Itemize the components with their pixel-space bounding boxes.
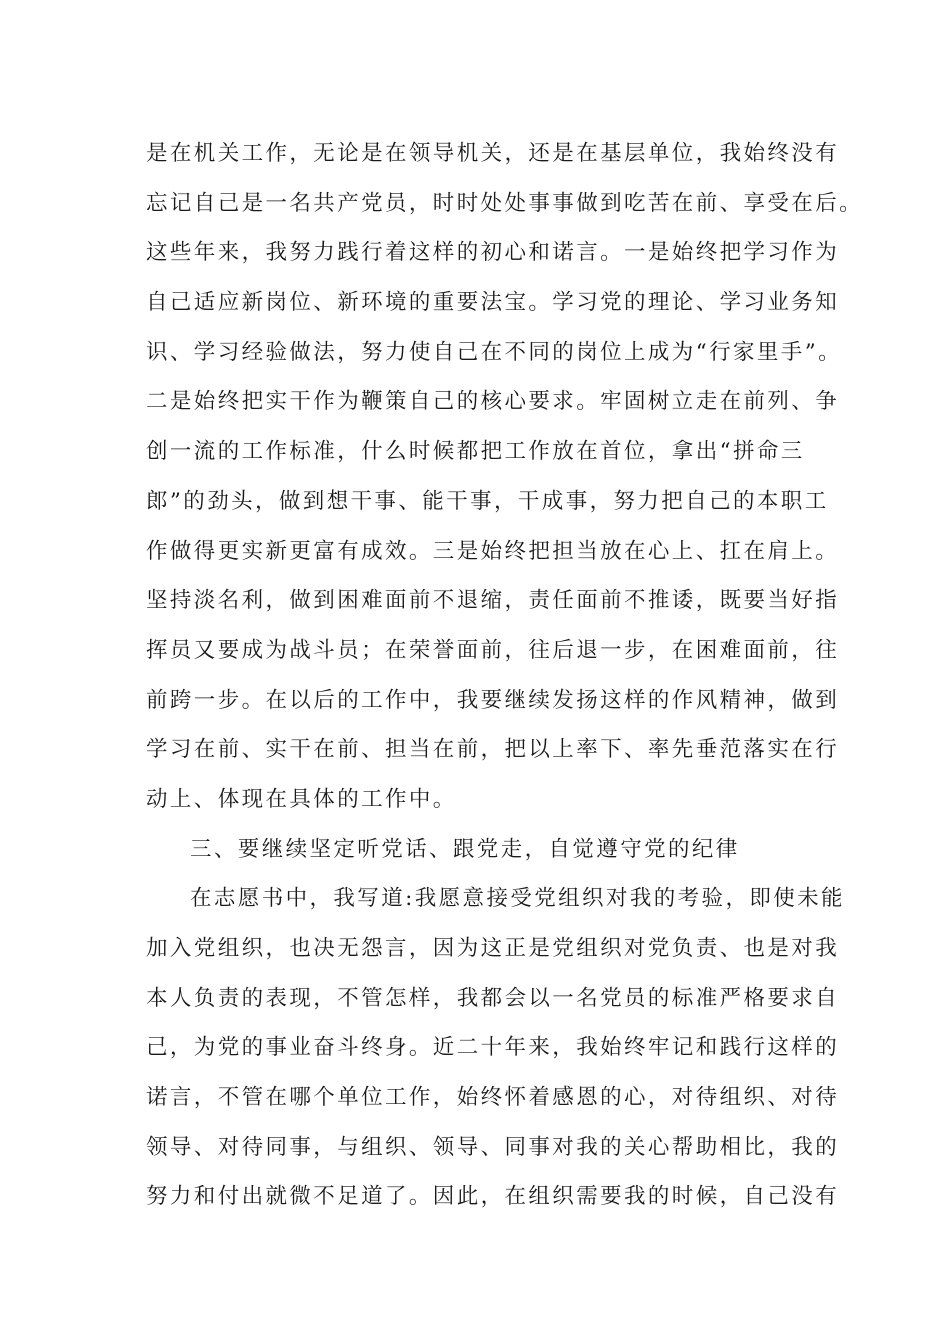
paragraph-line: 创一流的工作标准，什么时候都把工作放在首位，拿出“拼命三 xyxy=(146,439,805,465)
paragraph-line: 前跨一步。在以后的工作中，我要继续发扬这样的作风精神，做到 xyxy=(146,687,840,713)
paragraph-line: 忘记自己是一名共产党员，时时处处事事做到吃苦在前、享受在后。 xyxy=(146,190,864,216)
paragraph-line: 学习在前、实干在前、担当在前，把以上率下、率先垂范落实在行 xyxy=(146,737,840,763)
paragraph-line: 识、学习经验做法，努力使自己在不同的岗位上成为“行家里手”。 xyxy=(146,339,842,365)
paragraph-line: 挥员又要成为战斗员；在荣誉面前，往后退一步，在困难面前，往 xyxy=(146,637,840,663)
paragraph-line: 诺言，不管在哪个单位工作，始终怀着感恩的心，对待组织、对待 xyxy=(146,1085,840,1111)
paragraph-line: 坚持淡名利，做到困难面前不退缩，责任面前不推诿，既要当好指 xyxy=(146,588,840,614)
paragraph-line: 加入党组织，也决无怨言，因为这正是党组织对党负责、也是对我 xyxy=(146,936,840,961)
paragraph-line: 己，为党的事业奋斗终身。近二十年来，我始终牢记和践行这样的 xyxy=(146,1035,840,1061)
paragraph-line: 自己适应新岗位、新环境的重要法宝。学习党的理论、学习业务知 xyxy=(146,290,840,316)
paragraph-line: 努力和付出就微不足道了。因此，在组织需要我的时候，自己没有 xyxy=(146,1184,840,1210)
paragraph-line: 作做得更实新更富有成效。三是始终把担当放在心上、扛在肩上。 xyxy=(146,538,840,564)
paragraph-line: 这些年来，我努力践行着这样的初心和诺言。一是始终把学习作为 xyxy=(146,240,840,266)
paragraph-line: 本人负责的表现，不管怎样，我都会以一名党员的标准严格要求自 xyxy=(146,985,840,1011)
paragraph-line: 郎”的劲头，做到想干事、能干事，干成事，努力把自己的本职工 xyxy=(146,488,829,514)
paragraph-line: 在志愿书中，我写道:我愿意接受党组织对我的考验，即使未能 xyxy=(190,886,845,912)
paragraph-line: 二是始终把实干作为鞭策自己的核心要求。牢固树立走在前列、争 xyxy=(146,389,840,415)
paragraph-line: 动上、体现在具体的工作中。 xyxy=(146,786,457,812)
paragraph-line: 是在机关工作，无论是在领导机关，还是在基层单位，我始终没有 xyxy=(146,141,840,166)
paragraph-line: 领导、对待同事，与组织、领导、同事对我的关心帮助相比，我的 xyxy=(146,1134,840,1160)
section-heading: 三、要继续坚定听党话、跟党走，自觉遵守党的纪律 xyxy=(190,836,740,862)
document-body xyxy=(146,129,864,1222)
